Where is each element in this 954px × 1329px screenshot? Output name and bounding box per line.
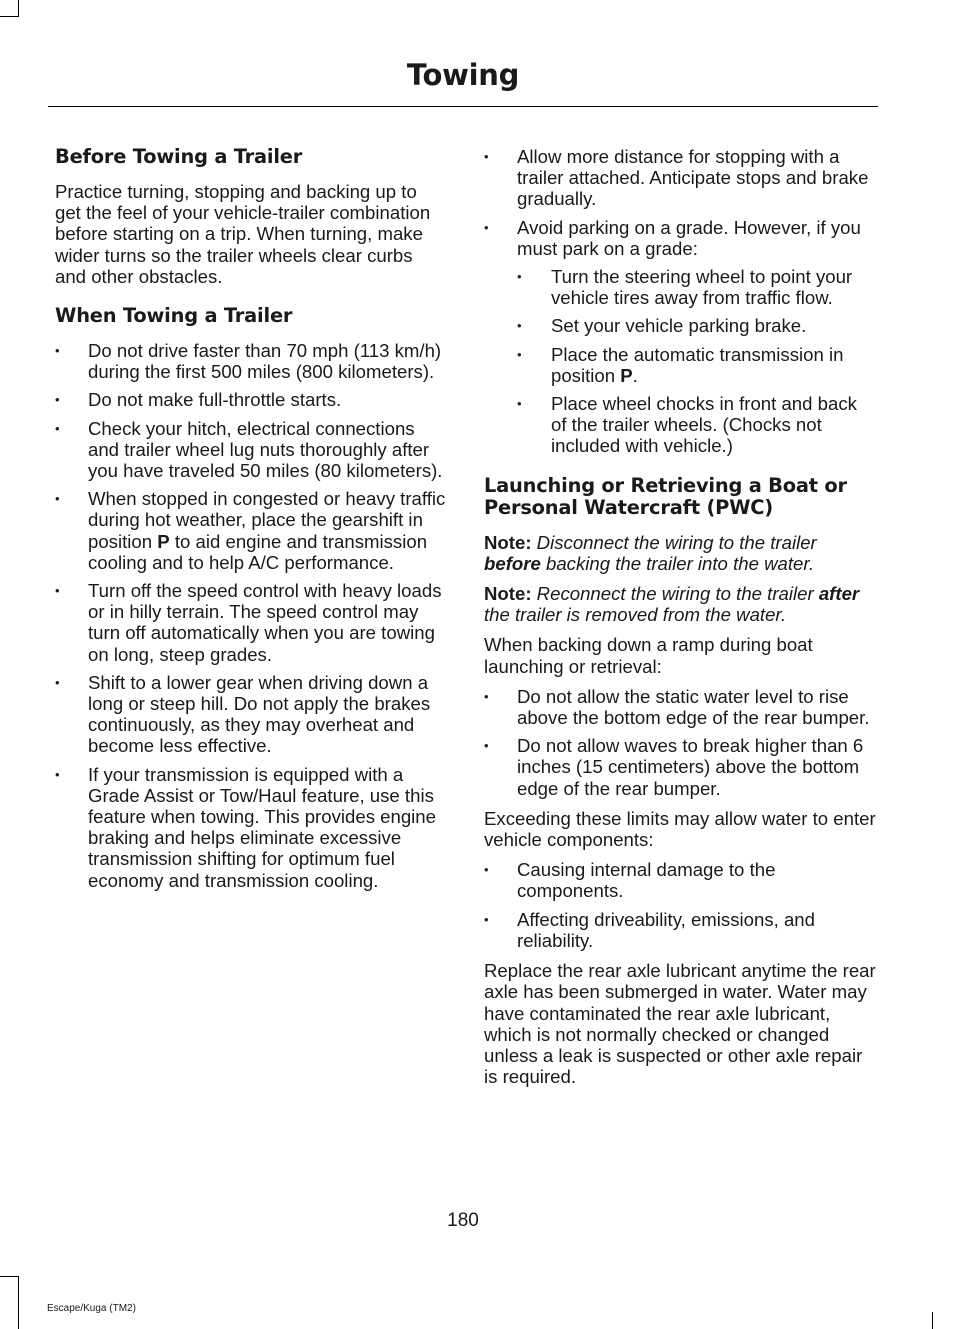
before-towing-heading: Before Towing a Trailer: [55, 145, 303, 168]
before-towing-text: Practice turning, stopping and backing up to get the feel of your vehicle-trailer combination before starting on a trip. When turning, make wider turns so the trailer wheels clear curbs and other obstacles.: [55, 181, 431, 287]
sub-list-item: • Set your vehicle parking brake.: [517, 315, 876, 336]
note-emphasis: after: [818, 583, 860, 605]
footer-model: Escape/Kuga (TM2): [47, 1303, 136, 1314]
exceed-intro: Exceeding these limits may allow water to enter vehicle components:: [484, 807, 876, 851]
note-text: backing the trailer into the water.: [540, 552, 815, 574]
list-item: • Do not allow the static water level to rise above the bottom edge of the rear bumper.: [484, 686, 876, 728]
exceed-list: [484, 859, 876, 951]
gear-text-post: to aid engine and transmission cooling and to help A/C performance.: [88, 530, 428, 573]
note-label: Note:: [484, 583, 532, 605]
list-item: • Check your hitch, electrical connections and trailer wheel lug nuts thoroughly after you have traveled 50 miles (80 kilometers).: [55, 418, 447, 482]
title-rule: [48, 106, 878, 107]
gear-text-pre: When stopped in congested or heavy traffic during hot weather, place the gearshift in position: [88, 488, 446, 552]
crop-mark: [18, 1276, 19, 1329]
list-item: • Do not make full-throttle starts.: [55, 389, 447, 410]
trans-position-p: P: [620, 364, 633, 386]
list-item: [55, 488, 447, 573]
note-text: the trailer is removed from the water.: [484, 604, 787, 626]
list-item: • Do not drive faster than 70 mph (113 km/h) during the first 500 miles (800 kilometers).: [55, 340, 447, 382]
note-text: Reconnect the wiring to the trailer: [531, 583, 819, 605]
trans-text-pre: Place the automatic transmission in position: [551, 343, 844, 386]
note-emphasis: before: [484, 552, 541, 574]
left-column: [55, 146, 447, 900]
page-number: 180: [447, 1210, 479, 1231]
list-item: • Shift to a lower gear when driving down a long or steep hill. Do not apply the brakes continuously, as they may overheat and become less effective.: [55, 672, 447, 757]
list-item: [484, 217, 876, 457]
note-disconnect: [484, 532, 876, 574]
trans-text-post: .: [632, 364, 638, 386]
when-towing-list: [55, 340, 447, 891]
sub-list-item: • Place wheel chocks in front and back of the trailer wheels. (Chocks not included with vehicle.): [517, 393, 876, 457]
crop-mark: [0, 1276, 19, 1277]
gear-position-p: P: [157, 530, 170, 552]
sub-list-item: [517, 344, 876, 386]
note-reconnect: [484, 583, 876, 625]
grade-text: Avoid parking on a grade. However, if you must park on a grade:: [517, 216, 861, 259]
parking-list: [484, 146, 876, 457]
crop-mark: [18, 0, 19, 16]
note-text: Disconnect the wiring to the trailer: [531, 531, 817, 553]
crop-mark: [0, 16, 19, 17]
page-title: Towing: [406, 58, 520, 92]
grade-sub-list: [517, 266, 876, 457]
replace-lubricant-text: Replace the rear axle lubricant anytime the rear axle has been submerged in water. Water may have contaminated the rear axle lubricant, which is not normally checked or changed unless a leak is suspected or other axle repair is required.: [484, 960, 876, 1088]
list-item: • Allow more distance for stopping with a trailer attached. Anticipate stops and brake gradually.: [484, 146, 876, 210]
when-towing-heading: When Towing a Trailer: [55, 304, 293, 328]
ramp-list: [484, 686, 876, 799]
crop-mark: [932, 1312, 933, 1329]
list-item: • Affecting driveability, emissions, and reliability.: [484, 909, 876, 951]
sub-list-item: • Turn the steering wheel to point your vehicle tires away from traffic flow.: [517, 266, 876, 308]
note-label: Note:: [484, 531, 532, 553]
list-item: • Do not allow waves to break higher than 6 inches (15 centimeters) above the bottom edge of the rear bumper.: [484, 735, 876, 799]
ramp-intro: When backing down a ramp during boat launching or retrieval:: [484, 634, 813, 677]
right-column: [484, 146, 876, 1096]
launching-heading: Launching or Retrieving a Boat or Personal Watercraft (PWC): [484, 473, 847, 519]
list-item: • Causing internal damage to the components.: [484, 859, 876, 901]
list-item: • Turn off the speed control with heavy loads or in hilly terrain. The speed control may turn off automatically when you are towing on long, steep grades.: [55, 580, 447, 665]
list-item: • If your transmission is equipped with a Grade Assist or Tow/Haul feature, use this feature when towing. This provides engine braking and helps eliminate excessive transmission shifting for optimum fuel economy and transmission cooling.: [55, 764, 447, 891]
